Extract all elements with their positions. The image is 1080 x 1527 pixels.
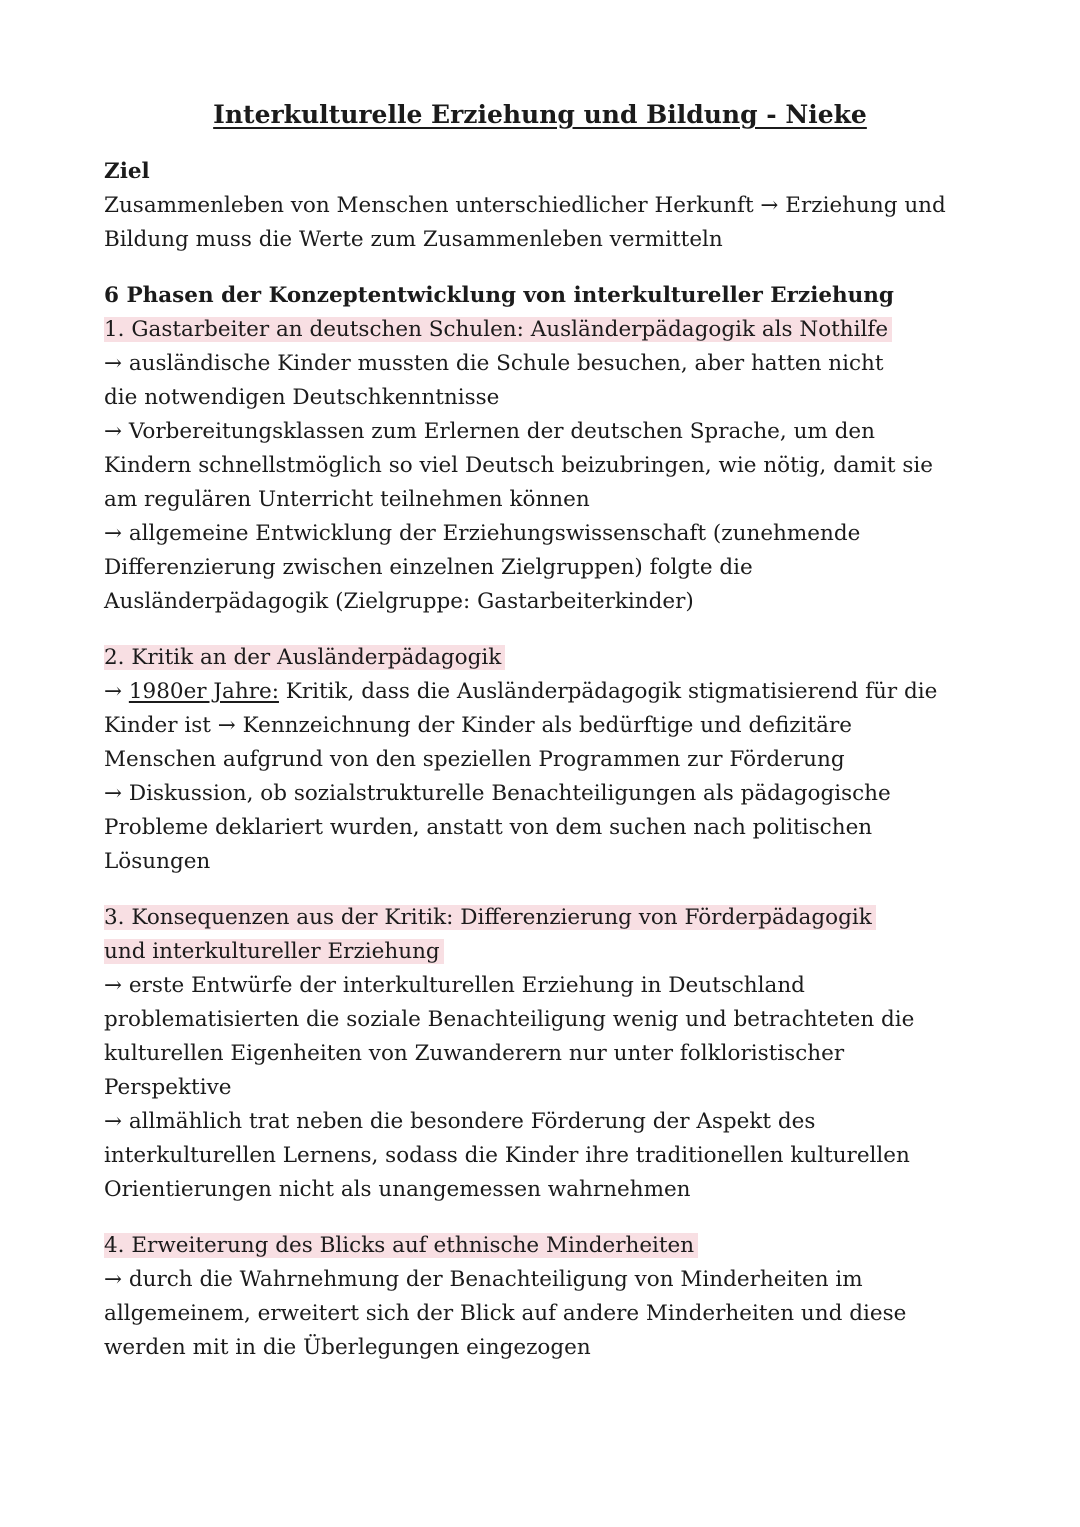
phase1-line: → ausländische Kinder mussten die Schule besuchen, aber hatten nicht [104,351,884,376]
phase1-line: → Vorbereitungsklassen zum Erlernen der deutschen Sprache, um den [104,419,875,444]
phase1-title: 1. Gastarbeiter an deutschen Schulen: Ausländerpädagogik als Nothilfe [104,317,892,342]
arrow-glyph: → [104,679,129,704]
phase2-date-underlined: 1980er Jahre: [128,679,279,704]
phase3-line: → erste Entwürfe der interkulturellen Erziehung in Deutschland [104,973,805,998]
phase3-title-line1: 3. Konsequenzen aus der Kritik: Differenzierung von Förderpädagogik [104,905,876,930]
phase4-line: → durch die Wahrnehmung der Benachteiligung von Minderheiten im [104,1267,863,1292]
phase3-line: problematisierten die soziale Benachteiligung wenig und betrachteten die [104,1007,915,1032]
phase2-line: Menschen aufgrund von den speziellen Programmen zur Förderung [104,747,845,772]
phase2-first-line [104,675,984,709]
phase3-line: → allmählich trat neben die besondere Förderung der Aspekt des [104,1109,816,1134]
phase2-line: Probleme deklariert wurden, anstatt von dem suchen nach politischen [104,815,873,840]
phase2-title: 2. Kritik an der Ausländerpädagogik [104,645,505,670]
phase2-line: → Diskussion, ob sozialstrukturelle Benachteiligungen als pädagogische [104,781,891,806]
ziel-text-line: Bildung muss die Werte zum Zusammenleben vermitteln [104,227,723,252]
phase1-line: am regulären Unterricht teilnehmen können [104,487,590,512]
phases-heading: 6 Phasen der Konzeptentwicklung von interkultureller Erziehung [104,283,894,308]
phase3-title-line2: und interkultureller Erziehung [104,939,444,964]
phase4-title: 4. Erweiterung des Blicks auf ethnische Minderheiten [104,1233,698,1258]
phase1-line: Differenzierung zwischen einzelnen Zielgruppen) folgte die [104,555,753,580]
phase2-line: Lösungen [104,849,211,874]
page-title: Interkulturelle Erziehung und Bildung - Nieke [213,100,867,129]
phase4-line: werden mit in die Überlegungen eingezogen [104,1335,591,1360]
phase2-line: Kinder ist → Kennzeichnung der Kinder als bedürftige und defizitäre [104,713,852,738]
document-page [104,100,984,1365]
ziel-heading: Ziel [104,159,150,184]
phase1-line: Kindern schnellstmöglich so viel Deutsch beizubringen, wie nötig, damit sie [104,453,934,478]
ziel-text-line: Zusammenleben von Menschen unterschiedlicher Herkunft → Erziehung und [104,193,946,218]
phase3-line: interkulturellen Lernens, sodass die Kinder ihre traditionellen kulturellen [104,1143,910,1168]
phase4-line: allgemeinem, erweitert sich der Blick auf andere Minderheiten und diese [104,1301,907,1326]
phase3-line: kulturellen Eigenheiten von Zuwanderern nur unter folkloristischer [104,1041,845,1066]
phase1-line: → allgemeine Entwicklung der Erziehungswissenschaft (zunehmende [104,521,861,546]
phase3-line: Orientierungen nicht als unangemessen wahrnehmen [104,1177,691,1202]
phase3-line: Perspektive [104,1075,232,1100]
phase2-first-rest: Kritik, dass die Ausländerpädagogik stigmatisierend für die [278,679,938,704]
phase1-line: die notwendigen Deutschkenntnisse [104,385,500,410]
phase1-line: Ausländerpädagogik (Zielgruppe: Gastarbeiterkinder) [104,589,694,614]
